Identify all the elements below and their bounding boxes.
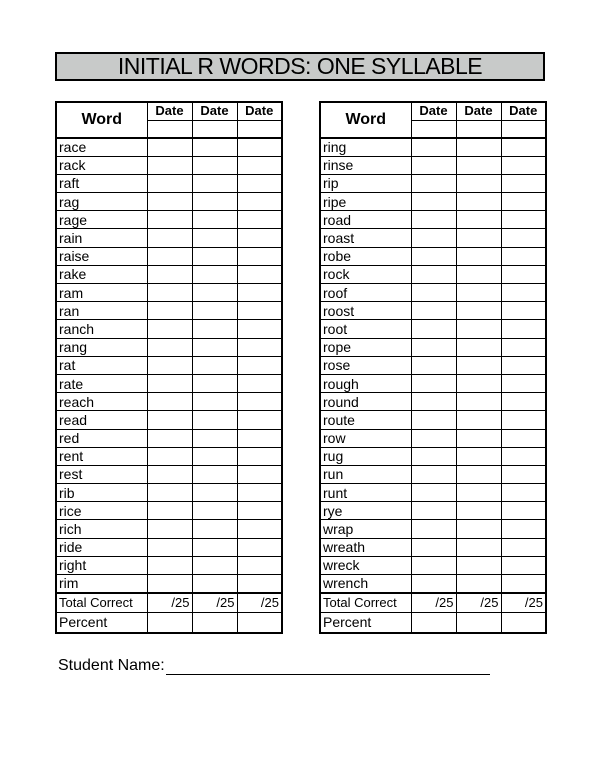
word-row: [320, 247, 546, 265]
word-cell: raft: [56, 174, 147, 192]
word-column-header: Word: [320, 102, 411, 138]
word-row: [56, 465, 282, 483]
total-fraction-cell[interactable]: /25: [192, 593, 237, 613]
score-cell[interactable]: [147, 356, 192, 374]
score-cell[interactable]: [501, 156, 546, 174]
score-cell[interactable]: [411, 174, 456, 192]
word-row: [320, 429, 546, 447]
word-cell: rose: [320, 356, 411, 374]
word-row: [320, 411, 546, 429]
score-cell[interactable]: [192, 484, 237, 502]
word-cell: rice: [56, 502, 147, 520]
score-cell[interactable]: [147, 193, 192, 211]
score-cell[interactable]: [411, 138, 456, 156]
word-row: [56, 575, 282, 593]
score-cell[interactable]: [192, 247, 237, 265]
score-cell[interactable]: [147, 575, 192, 593]
word-cell: ran: [56, 302, 147, 320]
word-cell: race: [56, 138, 147, 156]
score-cell[interactable]: [501, 429, 546, 447]
score-cell[interactable]: [456, 393, 501, 411]
word-row: [56, 393, 282, 411]
score-cell[interactable]: [192, 393, 237, 411]
percent-cell[interactable]: [411, 613, 456, 633]
score-cell[interactable]: [147, 338, 192, 356]
score-cell[interactable]: [192, 320, 237, 338]
score-cell[interactable]: [147, 374, 192, 392]
score-cell[interactable]: [456, 447, 501, 465]
word-row: [320, 211, 546, 229]
word-cell: rug: [320, 447, 411, 465]
score-cell[interactable]: [456, 174, 501, 192]
word-cell: red: [56, 429, 147, 447]
score-cell[interactable]: [456, 556, 501, 574]
score-cell[interactable]: [411, 320, 456, 338]
score-cell[interactable]: [501, 520, 546, 538]
word-row: [320, 265, 546, 283]
word-cell: wrap: [320, 520, 411, 538]
score-cell[interactable]: [501, 302, 546, 320]
score-cell[interactable]: [192, 556, 237, 574]
score-cell[interactable]: [147, 447, 192, 465]
score-cell[interactable]: [147, 174, 192, 192]
percent-label: Percent: [56, 613, 147, 633]
word-cell: runt: [320, 484, 411, 502]
score-cell[interactable]: [501, 356, 546, 374]
score-cell[interactable]: [192, 338, 237, 356]
word-cell: rest: [56, 465, 147, 483]
date-column-header: Date: [237, 102, 282, 120]
score-cell[interactable]: [501, 411, 546, 429]
word-row: [320, 156, 546, 174]
word-cell: rain: [56, 229, 147, 247]
percent-cell[interactable]: [501, 613, 546, 633]
score-cell[interactable]: [411, 229, 456, 247]
word-row: [320, 356, 546, 374]
date-column-header: Date: [411, 102, 456, 120]
score-cell[interactable]: [501, 211, 546, 229]
score-cell[interactable]: [456, 320, 501, 338]
score-cell[interactable]: [237, 484, 282, 502]
score-cell[interactable]: [501, 193, 546, 211]
total-fraction-cell[interactable]: /25: [411, 593, 456, 613]
word-cell: rack: [56, 156, 147, 174]
score-cell[interactable]: [501, 374, 546, 392]
score-cell[interactable]: [411, 374, 456, 392]
score-cell[interactable]: [147, 411, 192, 429]
word-cell: wreath: [320, 538, 411, 556]
score-cell[interactable]: [456, 411, 501, 429]
score-cell[interactable]: [192, 284, 237, 302]
score-cell[interactable]: [192, 156, 237, 174]
score-cell[interactable]: [192, 229, 237, 247]
score-cell[interactable]: [192, 411, 237, 429]
word-row: [320, 556, 546, 574]
score-cell[interactable]: [237, 174, 282, 192]
score-cell[interactable]: [192, 538, 237, 556]
score-cell[interactable]: [411, 393, 456, 411]
word-cell: ring: [320, 138, 411, 156]
score-cell[interactable]: [411, 193, 456, 211]
left-word-table: [55, 101, 283, 634]
word-cell: rent: [56, 447, 147, 465]
word-cell: rough: [320, 374, 411, 392]
right-word-table: [319, 101, 547, 634]
total-fraction-cell[interactable]: /25: [501, 593, 546, 613]
word-cell: run: [320, 465, 411, 483]
word-row: [56, 193, 282, 211]
score-cell[interactable]: [147, 229, 192, 247]
student-name-line[interactable]: [166, 659, 490, 675]
word-row: [320, 393, 546, 411]
score-cell[interactable]: [192, 302, 237, 320]
score-cell[interactable]: [501, 465, 546, 483]
total-fraction-cell[interactable]: /25: [237, 593, 282, 613]
word-cell: robe: [320, 247, 411, 265]
score-cell[interactable]: [456, 465, 501, 483]
word-row: [320, 138, 546, 156]
date-entry-cell[interactable]: [192, 120, 237, 138]
score-cell[interactable]: [147, 502, 192, 520]
word-row: [56, 174, 282, 192]
score-cell[interactable]: [456, 338, 501, 356]
score-cell[interactable]: [147, 465, 192, 483]
total-correct-label: Total Correct: [320, 593, 411, 613]
score-cell[interactable]: [192, 174, 237, 192]
word-row: [56, 320, 282, 338]
score-cell[interactable]: [237, 193, 282, 211]
word-cell: wrench: [320, 575, 411, 593]
word-cell: roof: [320, 284, 411, 302]
score-cell[interactable]: [501, 284, 546, 302]
word-cell: rag: [56, 193, 147, 211]
word-cell: ram: [56, 284, 147, 302]
word-row: [320, 174, 546, 192]
score-cell[interactable]: [411, 429, 456, 447]
word-column-header: Word: [56, 102, 147, 138]
total-fraction-cell[interactable]: /25: [147, 593, 192, 613]
score-cell[interactable]: [456, 284, 501, 302]
word-cell: rake: [56, 265, 147, 283]
word-cell: right: [56, 556, 147, 574]
score-cell[interactable]: [192, 138, 237, 156]
word-row: [320, 502, 546, 520]
score-cell[interactable]: [501, 484, 546, 502]
word-row: [56, 538, 282, 556]
word-row: [56, 484, 282, 502]
total-correct-row: [56, 593, 282, 613]
score-cell[interactable]: [501, 174, 546, 192]
word-row: [320, 229, 546, 247]
word-row: [56, 338, 282, 356]
word-cell: rim: [56, 575, 147, 593]
word-row: [320, 284, 546, 302]
word-row: [56, 447, 282, 465]
word-cell: rang: [56, 338, 147, 356]
score-cell[interactable]: [411, 302, 456, 320]
word-cell: rib: [56, 484, 147, 502]
date-entry-cell[interactable]: [411, 120, 456, 138]
score-cell[interactable]: [192, 447, 237, 465]
score-cell[interactable]: [456, 538, 501, 556]
score-cell[interactable]: [411, 284, 456, 302]
word-row: [56, 520, 282, 538]
word-row: [56, 556, 282, 574]
score-cell[interactable]: [237, 156, 282, 174]
word-cell: road: [320, 211, 411, 229]
score-cell[interactable]: [456, 211, 501, 229]
score-cell[interactable]: [501, 393, 546, 411]
date-entry-cell[interactable]: [147, 120, 192, 138]
score-cell[interactable]: [237, 302, 282, 320]
word-row: [320, 538, 546, 556]
score-cell[interactable]: [237, 211, 282, 229]
word-cell: root: [320, 320, 411, 338]
score-cell[interactable]: [456, 575, 501, 593]
score-cell[interactable]: [147, 211, 192, 229]
word-cell: rope: [320, 338, 411, 356]
word-row: [56, 356, 282, 374]
score-cell[interactable]: [456, 520, 501, 538]
score-cell[interactable]: [411, 211, 456, 229]
score-cell[interactable]: [147, 484, 192, 502]
total-fraction-cell[interactable]: /25: [456, 593, 501, 613]
score-cell[interactable]: [237, 447, 282, 465]
percent-cell[interactable]: [147, 613, 192, 633]
score-cell[interactable]: [237, 338, 282, 356]
word-cell: wreck: [320, 556, 411, 574]
word-cell: ranch: [56, 320, 147, 338]
score-cell[interactable]: [411, 411, 456, 429]
score-cell[interactable]: [237, 393, 282, 411]
percent-label: Percent: [320, 613, 411, 633]
score-cell[interactable]: [147, 393, 192, 411]
date-column-header: Date: [192, 102, 237, 120]
date-column-header: Date: [147, 102, 192, 120]
score-cell[interactable]: [192, 265, 237, 283]
score-cell[interactable]: [237, 265, 282, 283]
score-cell[interactable]: [147, 520, 192, 538]
word-cell: rich: [56, 520, 147, 538]
score-cell[interactable]: [237, 374, 282, 392]
score-cell[interactable]: [501, 575, 546, 593]
word-row: [56, 138, 282, 156]
word-row: [320, 520, 546, 538]
word-cell: row: [320, 429, 411, 447]
score-cell[interactable]: [456, 302, 501, 320]
word-cell: rage: [56, 211, 147, 229]
word-row: [320, 465, 546, 483]
score-cell[interactable]: [147, 156, 192, 174]
word-cell: read: [56, 411, 147, 429]
total-correct-row: [320, 593, 546, 613]
score-cell[interactable]: [501, 538, 546, 556]
score-cell[interactable]: [411, 338, 456, 356]
word-cell: rip: [320, 174, 411, 192]
worksheet-title-bar: [55, 52, 545, 81]
date-column-header: Date: [501, 102, 546, 120]
score-cell[interactable]: [411, 538, 456, 556]
word-cell: route: [320, 411, 411, 429]
score-cell[interactable]: [456, 229, 501, 247]
word-row: [320, 338, 546, 356]
percent-row: [320, 613, 546, 633]
score-cell[interactable]: [411, 575, 456, 593]
score-cell[interactable]: [411, 465, 456, 483]
word-row: [320, 374, 546, 392]
score-cell[interactable]: [501, 447, 546, 465]
student-name-field: [58, 653, 490, 675]
word-row: [320, 193, 546, 211]
percent-cell[interactable]: [192, 613, 237, 633]
student-name-label: Student Name:: [58, 657, 165, 674]
word-cell: roast: [320, 229, 411, 247]
score-cell[interactable]: [456, 502, 501, 520]
score-cell[interactable]: [192, 502, 237, 520]
score-cell[interactable]: [456, 374, 501, 392]
word-row: [56, 156, 282, 174]
date-column-header: Date: [456, 102, 501, 120]
worksheet-title: INITIAL R WORDS: ONE SYLLABLE: [117, 53, 483, 79]
word-row: [320, 575, 546, 593]
word-row: [320, 484, 546, 502]
date-entry-cell[interactable]: [237, 120, 282, 138]
score-cell[interactable]: [192, 575, 237, 593]
word-cell: rat: [56, 356, 147, 374]
score-cell[interactable]: [147, 247, 192, 265]
score-cell[interactable]: [456, 265, 501, 283]
score-cell[interactable]: [237, 320, 282, 338]
score-cell[interactable]: [411, 356, 456, 374]
score-cell[interactable]: [411, 447, 456, 465]
word-cell: rate: [56, 374, 147, 392]
score-cell[interactable]: [501, 502, 546, 520]
score-cell[interactable]: [192, 520, 237, 538]
word-row: [56, 229, 282, 247]
word-row: [56, 502, 282, 520]
score-cell[interactable]: [411, 156, 456, 174]
score-cell[interactable]: [411, 247, 456, 265]
score-cell[interactable]: [501, 138, 546, 156]
score-cell[interactable]: [147, 556, 192, 574]
word-row: [320, 320, 546, 338]
score-cell[interactable]: [411, 520, 456, 538]
score-cell[interactable]: [501, 265, 546, 283]
score-cell[interactable]: [456, 247, 501, 265]
score-cell[interactable]: [237, 575, 282, 593]
score-cell[interactable]: [237, 538, 282, 556]
word-row: [56, 302, 282, 320]
date-entry-cell[interactable]: [501, 120, 546, 138]
score-cell[interactable]: [192, 211, 237, 229]
score-cell[interactable]: [192, 356, 237, 374]
percent-row: [56, 613, 282, 633]
score-cell[interactable]: [411, 556, 456, 574]
word-cell: ride: [56, 538, 147, 556]
score-cell[interactable]: [411, 502, 456, 520]
word-cell: round: [320, 393, 411, 411]
score-cell[interactable]: [147, 284, 192, 302]
word-row: [56, 211, 282, 229]
score-cell[interactable]: [456, 429, 501, 447]
score-cell[interactable]: [237, 138, 282, 156]
score-cell[interactable]: [501, 320, 546, 338]
percent-cell[interactable]: [237, 613, 282, 633]
word-row: [56, 247, 282, 265]
percent-cell[interactable]: [456, 613, 501, 633]
score-cell[interactable]: [147, 538, 192, 556]
score-cell[interactable]: [192, 465, 237, 483]
score-cell[interactable]: [147, 302, 192, 320]
score-cell[interactable]: [237, 356, 282, 374]
word-row: [56, 284, 282, 302]
score-cell[interactable]: [147, 429, 192, 447]
word-cell: reach: [56, 393, 147, 411]
total-correct-label: Total Correct: [56, 593, 147, 613]
score-cell[interactable]: [237, 411, 282, 429]
word-cell: ripe: [320, 193, 411, 211]
score-cell[interactable]: [237, 502, 282, 520]
word-row: [56, 411, 282, 429]
word-cell: rye: [320, 502, 411, 520]
score-cell[interactable]: [456, 193, 501, 211]
date-entry-cell[interactable]: [456, 120, 501, 138]
word-row: [56, 265, 282, 283]
score-cell[interactable]: [237, 520, 282, 538]
score-cell[interactable]: [456, 484, 501, 502]
score-cell[interactable]: [456, 138, 501, 156]
score-cell[interactable]: [456, 156, 501, 174]
score-cell[interactable]: [411, 484, 456, 502]
score-cell[interactable]: [237, 284, 282, 302]
score-cell[interactable]: [501, 338, 546, 356]
word-row: [320, 447, 546, 465]
score-cell[interactable]: [192, 374, 237, 392]
score-cell[interactable]: [147, 320, 192, 338]
score-cell[interactable]: [456, 356, 501, 374]
score-cell[interactable]: [501, 247, 546, 265]
score-cell[interactable]: [192, 429, 237, 447]
word-row: [56, 429, 282, 447]
word-cell: raise: [56, 247, 147, 265]
word-row: [56, 374, 282, 392]
word-row: [320, 302, 546, 320]
score-cell[interactable]: [192, 193, 237, 211]
score-cell[interactable]: [237, 556, 282, 574]
score-cell[interactable]: [237, 229, 282, 247]
score-cell[interactable]: [411, 265, 456, 283]
word-cell: rinse: [320, 156, 411, 174]
word-cell: roost: [320, 302, 411, 320]
score-cell[interactable]: [237, 247, 282, 265]
score-cell[interactable]: [501, 556, 546, 574]
score-cell[interactable]: [147, 138, 192, 156]
score-cell[interactable]: [147, 265, 192, 283]
score-cell[interactable]: [237, 429, 282, 447]
word-cell: rock: [320, 265, 411, 283]
score-cell[interactable]: [237, 465, 282, 483]
score-cell[interactable]: [501, 229, 546, 247]
